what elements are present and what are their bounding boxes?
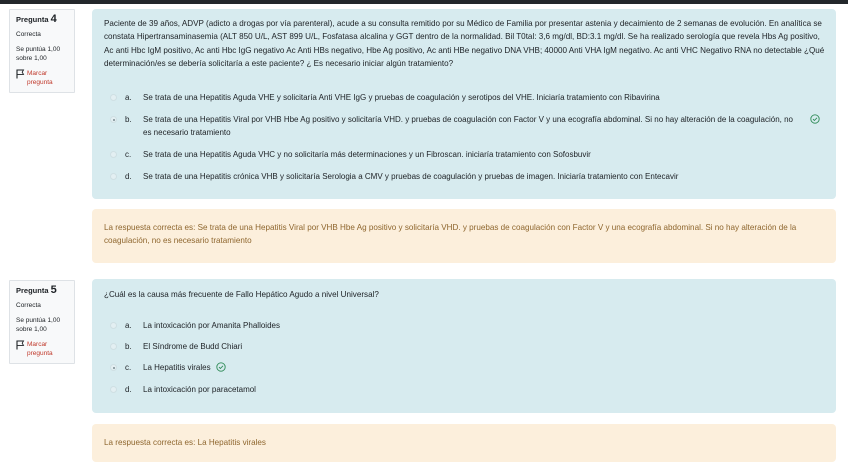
question-text: ¿Cuál es la causa más frecuente de Fallo Hepático Agudo a nivel Universal? bbox=[104, 290, 379, 299]
option-d[interactable] bbox=[104, 383, 824, 396]
option-text: La intoxicación por Amanita Phalloides bbox=[143, 321, 280, 330]
radio-c[interactable] bbox=[110, 151, 117, 158]
option-letter: a. bbox=[125, 93, 132, 102]
flag-question-button[interactable] bbox=[16, 69, 69, 87]
question-label: Pregunta bbox=[16, 286, 49, 295]
option-letter: c. bbox=[125, 150, 132, 159]
flag-question-label: Marcar pregunta bbox=[27, 341, 53, 357]
question-state: Correcta bbox=[16, 31, 41, 38]
radio-a[interactable] bbox=[110, 322, 117, 329]
option-letter: b. bbox=[125, 115, 132, 124]
option-c[interactable] bbox=[104, 361, 824, 374]
question-text: Paciente de 39 años, ADVP (adicto a drogas por vía parenteral), acude a su consulta remitido por su Médico de Familia por presentar astenia y decaimiento de 2 semanas de evolución. En analítica se constata Hipertransaminasemia (ALT 850 U/L, AST 899 U/L, Fosfatasa alcalina y GGT dentro de la normalidad. Bil T0tal: 3,6 mg/dl, BD:3.1 mg/dl. Se ha realizado serología que revela Hbs Ag positivo, Ac anti Hbc IgM positivo, Ac anti Hbc IgG negativo Ac Anti HBs negativo, Hbe Ag positivo, Ac anti HBe negativo DNA VHB; 40000 Anti VHA IgM negativo. Ac anti VHC Negativo RNA no detectable ¿Qué determinación/es se debería solicitaría a este paciente? ¿ Es necesario iniciar algún tratamiento? bbox=[104, 19, 825, 68]
option-text: Se trata de una Hepatitis crónica VHB y solicitaría Serologia a CMV y pruebas de coagulación y pruebas de imagen. Iniciaría tratamiento con Entecavir bbox=[143, 172, 679, 181]
option-letter: a. bbox=[125, 321, 132, 330]
question-number-value: 4 bbox=[50, 13, 57, 25]
option-b[interactable] bbox=[104, 340, 824, 353]
right-answer-feedback-5: La respuesta correcta es: La Hepatitis virales bbox=[92, 424, 836, 462]
question-formulation-4 bbox=[92, 9, 836, 199]
option-text: La intoxicación por paracetamol bbox=[143, 385, 256, 394]
top-bar bbox=[0, 0, 848, 4]
option-text: Se trata de una Hepatitis Viral por VHB Hbe Ag positivo y solicitaría VHD. y pruebas de coagulación con Factor V y una ecografía abdominal. Si no hay alteración de la coagulación, no es necesario tratamiento bbox=[143, 115, 794, 137]
question-number bbox=[16, 14, 69, 25]
radio-a[interactable] bbox=[110, 94, 117, 101]
radio-d[interactable] bbox=[110, 386, 117, 393]
option-letter: d. bbox=[125, 385, 132, 394]
question-number-value: 5 bbox=[50, 284, 57, 296]
option-letter: c. bbox=[125, 363, 132, 372]
right-answer-feedback-4: La respuesta correcta es: Se trata de una Hepatitis Viral por VHB Hbe Ag positivo y solicitaría VHD. y pruebas de coagulación con Factor V y una ecografía abdominal. Si no hay alteración de la coagulación, no es necesario tratamiento bbox=[92, 209, 836, 263]
question-info-4 bbox=[9, 9, 75, 93]
option-letter: b. bbox=[125, 342, 132, 351]
option-c[interactable] bbox=[104, 148, 824, 161]
option-letter: d. bbox=[125, 172, 132, 181]
option-text-value: La Hepatitis virales bbox=[143, 363, 211, 372]
radio-b[interactable] bbox=[110, 116, 117, 123]
question-grade: Se puntúa 1,00 sobre 1,00 bbox=[16, 317, 61, 333]
check-circle-icon bbox=[810, 114, 820, 124]
question-info-5 bbox=[9, 280, 75, 364]
question-grade: Se puntúa 1,00 sobre 1,00 bbox=[16, 46, 61, 62]
option-text: El Síndrome de Budd Chiari bbox=[143, 342, 243, 351]
question-state: Correcta bbox=[16, 302, 41, 309]
flag-question-label: Marcar pregunta bbox=[27, 70, 53, 86]
radio-d[interactable] bbox=[110, 173, 117, 180]
flag-outline-icon bbox=[16, 340, 25, 350]
option-text: Se trata de una Hepatitis Aguda VHE y solicitaría Anti VHE IgG y pruebas de coagulación y serotipos del VHE. Iniciaría tratamiento con Ribavirina bbox=[143, 93, 660, 102]
option-text: Se trata de una Hepatitis Aguda VHC y no solicitaría más determinaciones y un Fibroscan. iniciaría tratamiento con Sofosbuvir bbox=[143, 150, 591, 159]
question-number bbox=[16, 285, 69, 296]
radio-b[interactable] bbox=[110, 343, 117, 350]
flag-question-button[interactable] bbox=[16, 340, 69, 358]
question-formulation-5 bbox=[92, 279, 836, 413]
flag-outline-icon bbox=[16, 69, 25, 79]
option-d[interactable] bbox=[104, 170, 824, 183]
option-text bbox=[143, 361, 824, 374]
option-b[interactable] bbox=[104, 113, 800, 139]
check-circle-icon bbox=[216, 362, 226, 372]
radio-c[interactable] bbox=[110, 364, 117, 371]
option-a[interactable] bbox=[104, 91, 824, 104]
question-label: Pregunta bbox=[16, 15, 49, 24]
option-a[interactable] bbox=[104, 319, 824, 332]
